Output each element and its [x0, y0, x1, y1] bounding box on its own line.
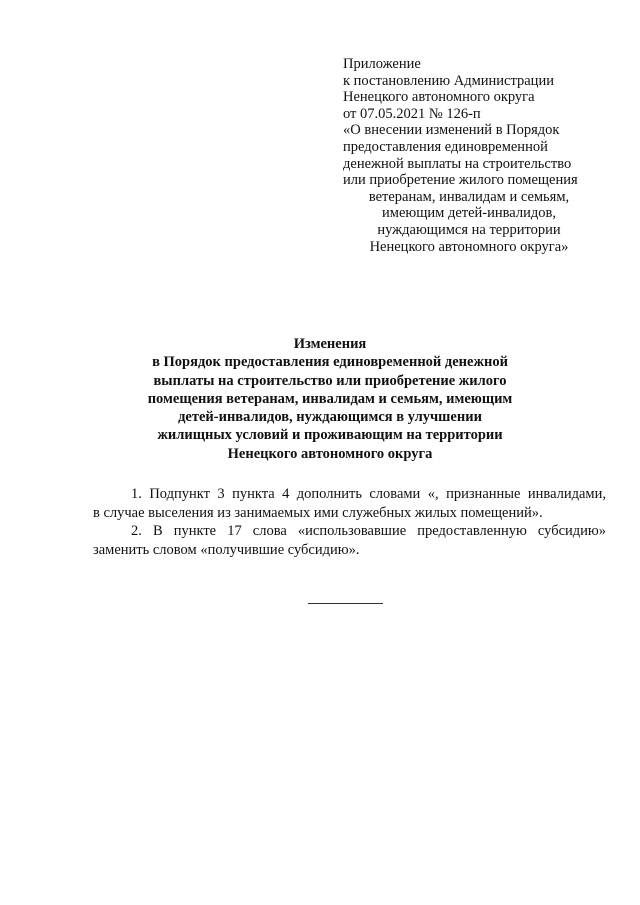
- title-line-5: детей-инвалидов, нуждающимся в улучшении: [178, 409, 482, 426]
- annex-line-8: или приобретение жилого помещения: [343, 172, 578, 189]
- title-line-7: Ненецкого автономного округа: [227, 445, 433, 462]
- list-item: [93, 485, 606, 522]
- annex-line-11: нуждающимся на территории: [377, 221, 561, 238]
- item-1-first-line: 1. Подпункт 3 пункта 4 дополнить словами «, признанные инвалидами,: [131, 486, 606, 502]
- annex-line-2: к постановлению Администрации: [343, 72, 554, 89]
- annex-line-7: денежной выплаты на строительство: [343, 155, 572, 172]
- list-item: [93, 522, 606, 559]
- item-2-continuation: заменить словом «получившие субсидию».: [93, 541, 360, 558]
- item-1-continuation: в случае выселения из занимаемых ими служебных жилых помещений».: [93, 504, 543, 521]
- title-line-3: выплаты на строительство или приобретение жилого: [153, 372, 507, 389]
- title-line-4: помещения ветеранам, инвалидам и семьям, имеющим: [147, 390, 513, 407]
- document-body: [93, 485, 606, 559]
- title-line-6: жилищных условий и проживающим на территории: [157, 427, 503, 444]
- annex-line-3: Ненецкого автономного округа: [343, 89, 535, 106]
- annex-line-12: Ненецкого автономного округа»: [369, 238, 569, 255]
- annex-line-1: Приложение: [343, 56, 421, 72]
- document-title: [0, 335, 640, 463]
- annex-header: [343, 56, 633, 255]
- annex-line-9: ветеранам, инвалидам и семьям,: [368, 188, 570, 205]
- end-divider: [308, 603, 383, 604]
- annex-line-4: от 07.05.2021 № 126-п: [343, 105, 481, 122]
- annex-line-10: имеющим детей-инвалидов,: [382, 205, 556, 222]
- annex-line-5: «О внесении изменений в Порядок: [343, 122, 560, 139]
- title-line-2: в Порядок предоставления единовременной денежной: [152, 354, 508, 371]
- item-2-first-line: 2. В пункте 17 слова «использовавшие предоставленную субсидию»: [131, 523, 606, 539]
- annex-line-6: предоставления единовременной: [343, 138, 548, 155]
- title-line-1: Изменения: [293, 336, 367, 352]
